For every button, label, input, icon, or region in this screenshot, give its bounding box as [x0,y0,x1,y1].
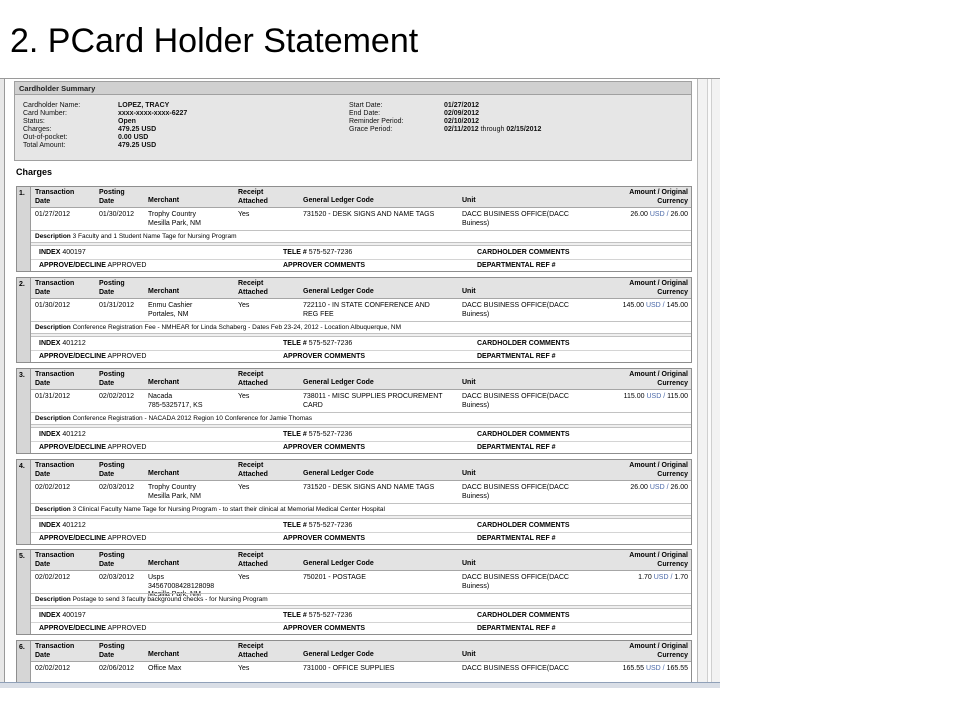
approve-decline-field: APPROVE/DECLINE APPROVED [39,625,147,632]
transaction-date: 01/27/2012 [35,211,71,218]
header-receipt-attached: Receipt Attached [238,371,268,387]
header-gl-code: General Ledger Code [303,651,374,658]
header-merchant: Merchant [148,379,180,386]
charge-entry [16,277,692,363]
header-posting-date: Posting Date [99,462,125,478]
row-separator [31,515,691,519]
approve-decline-field: APPROVE/DECLINE APPROVED [39,353,147,360]
receipt-attached: Yes [238,393,250,400]
header-receipt-attached: Receipt Attached [238,189,268,205]
transaction-date: 02/02/2012 [35,665,71,672]
unit: DACC BUSINESS OFFICE(DACC Buiness) [462,393,569,409]
merchant: Nacada 785-5325717, KS [148,393,203,409]
charges-title: Charges [16,167,53,177]
tele-field: TELE # 575-527-7236 [283,522,353,529]
summary-heading: Cardholder Summary [15,82,691,95]
index-field: INDEX 401212 [39,340,86,347]
cardholder-comments-label: CARDHOLDER COMMENTS [477,249,570,256]
posting-date: 02/06/2012 [99,665,135,672]
header-receipt-attached: Receipt Attached [238,462,268,478]
scrollbar[interactable] [697,79,720,688]
tele-field: TELE # 575-527-7236 [283,612,353,619]
window-left-edge [0,79,5,688]
posting-date: 01/30/2012 [99,211,135,218]
departmental-ref-label: DEPARTMENTAL REF # [477,262,556,269]
header-transaction-date: Transaction Date [35,462,75,478]
gl-code: 750201 - POSTAGE [303,574,366,581]
index-field: INDEX 401212 [39,522,86,529]
merchant: Trophy Country Mesilla Park, NM [148,211,201,227]
header-posting-date: Posting Date [99,371,125,387]
header-transaction-date: Transaction Date [35,552,75,568]
unit: DACC BUSINESS OFFICE(DACC Buiness) [462,302,569,318]
approver-comments-label: APPROVER COMMENTS [283,353,366,360]
approve-decline-field: APPROVE/DECLINE APPROVED [39,535,147,542]
amount: 145.00 USD / 145.00 [622,302,688,309]
departmental-ref-label: DEPARTMENTAL REF # [477,535,556,542]
header-gl-code: General Ledger Code [303,470,374,477]
gl-code: 731000 - OFFICE SUPPLIES [303,665,395,672]
receipt-attached: Yes [238,302,250,309]
cardholder-comments-label: CARDHOLDER COMMENTS [477,522,570,529]
charge-entry [16,186,692,272]
charge-number: 6. [17,641,31,688]
transaction-date: 02/02/2012 [35,484,71,491]
charge-header-row [31,278,691,299]
header-posting-date: Posting Date [99,552,125,568]
tele-field: TELE # 575-527-7236 [283,249,353,256]
cardholder-comments-label: CARDHOLDER COMMENTS [477,431,570,438]
amount: 115.00 USD / 115.00 [623,393,688,400]
header-gl-code: General Ledger Code [303,560,374,567]
charge-description: Description 3 Faculty and 1 Student Name Tage for Nursing Program [31,230,691,242]
header-transaction-date: Transaction Date [35,371,75,387]
amount: 26.00 USD / 26.00 [630,484,688,491]
merchant: Enmu Cashier Portales, NM [148,302,193,318]
unit: DACC BUSINESS OFFICE(DACC [462,665,569,672]
approver-comments-label: APPROVER COMMENTS [283,625,366,632]
receipt-attached: Yes [238,574,250,581]
amount: 165.55 USD / 165.55 [622,665,688,672]
charge-entry [16,459,692,545]
unit: DACC BUSINESS OFFICE(DACC Buiness) [462,574,569,590]
amount: 26.00 USD / 26.00 [630,211,688,218]
slide-title: 2. PCard Holder Statement [10,22,419,60]
departmental-ref-label: DEPARTMENTAL REF # [477,625,556,632]
charge-entry [16,549,692,635]
departmental-ref-label: DEPARTMENTAL REF # [477,444,556,451]
cardholder-summary [14,81,692,161]
unit: DACC BUSINESS OFFICE(DACC Buiness) [462,484,569,500]
row-separator [31,424,691,428]
charge-number: 1. [17,187,31,271]
summary-end-date: End Date: 02/09/2012 [349,110,480,117]
header-unit: Unit [462,379,476,386]
transaction-date: 02/02/2012 [35,574,71,581]
tele-field: TELE # 575-527-7236 [283,431,353,438]
charge-number: 5. [17,550,31,634]
approve-decline-field: APPROVE/DECLINE APPROVED [39,444,147,451]
header-unit: Unit [462,560,476,567]
approver-comments-label: APPROVER COMMENTS [283,444,366,451]
gl-code: 731520 - DESK SIGNS AND NAME TAGS [303,211,435,218]
row-separator [31,605,691,609]
summary-total-amount: Total Amount: 479.25 USD [23,142,157,149]
header-gl-code: General Ledger Code [303,197,374,204]
window-bottom-bar [0,682,720,688]
charge-header-row [31,187,691,208]
header-merchant: Merchant [148,560,180,567]
summary-charges: Charges: 479.25 USD [23,126,157,133]
statement-screenshot [0,78,720,688]
posting-date: 02/02/2012 [99,393,135,400]
charge-description: Description Conference Registration Fee - NMHEAR for Linda Schaberg - Dates Feb 23-24, 2012 - Location Albuquerque, NM [31,321,691,333]
header-gl-code: General Ledger Code [303,379,374,386]
cardholder-comments-label: CARDHOLDER COMMENTS [477,340,570,347]
header-merchant: Merchant [148,197,180,204]
charge-number: 4. [17,460,31,544]
summary-reminder-period: Reminder Period: 02/10/2012 [349,118,480,125]
charge-header-row [31,460,691,481]
header-amount: Amount / Original Currency [629,189,688,205]
header-merchant: Merchant [148,288,180,295]
header-posting-date: Posting Date [99,280,125,296]
receipt-attached: Yes [238,484,250,491]
header-amount: Amount / Original Currency [629,552,688,568]
header-gl-code: General Ledger Code [303,288,374,295]
charge-entry [16,368,692,454]
tele-field: TELE # 575-527-7236 [283,340,353,347]
summary-out-of-pocket: Out-of-pocket: 0.00 USD [23,134,149,141]
row-separator [31,242,691,246]
header-unit: Unit [462,651,476,658]
header-posting-date: Posting Date [99,643,125,659]
header-unit: Unit [462,470,476,477]
summary-cardholder-name: Cardholder Name: LOPEZ, TRACY [23,102,170,109]
approve-decline-field: APPROVE/DECLINE APPROVED [39,262,147,269]
cardholder-comments-label: CARDHOLDER COMMENTS [477,612,570,619]
header-amount: Amount / Original Currency [629,643,688,659]
header-transaction-date: Transaction Date [35,280,75,296]
posting-date: 01/31/2012 [99,302,135,309]
summary-grace-period: Grace Period: 02/11/2012 through 02/15/2012 [349,126,542,133]
unit: DACC BUSINESS OFFICE(DACC Buiness) [462,211,569,227]
row-separator [31,333,691,337]
header-merchant: Merchant [148,470,180,477]
posting-date: 02/03/2012 [99,484,135,491]
charge-header-row [31,369,691,390]
approver-comments-label: APPROVER COMMENTS [283,262,366,269]
transaction-date: 01/31/2012 [35,393,71,400]
charge-header-row [31,550,691,571]
charge-entry [16,640,692,688]
amount: 1.70 USD / 1.70 [638,574,688,581]
charge-description: Description Postage to send 3 faculty background checks - for Nursing Program [31,593,691,605]
header-transaction-date: Transaction Date [35,189,75,205]
header-transaction-date: Transaction Date [35,643,75,659]
departmental-ref-label: DEPARTMENTAL REF # [477,353,556,360]
posting-date: 02/03/2012 [99,574,135,581]
header-amount: Amount / Original Currency [629,280,688,296]
gl-code: 738011 - MISC SUPPLIES PROCUREMENT CARD [303,393,443,409]
summary-status: Status: Open [23,118,136,125]
receipt-attached: Yes [238,211,250,218]
merchant: Trophy Country Mesilla Park, NM [148,484,201,500]
transaction-date: 01/30/2012 [35,302,71,309]
header-receipt-attached: Receipt Attached [238,643,268,659]
header-posting-date: Posting Date [99,189,125,205]
merchant: Usps 34567008428128098 Mesilla Park, NM [148,574,215,598]
merchant: Office Max [148,665,182,672]
summary-start-date: Start Date: 01/27/2012 [349,102,480,109]
header-unit: Unit [462,288,476,295]
header-receipt-attached: Receipt Attached [238,280,268,296]
header-receipt-attached: Receipt Attached [238,552,268,568]
header-amount: Amount / Original Currency [629,371,688,387]
header-merchant: Merchant [148,651,180,658]
header-unit: Unit [462,197,476,204]
charge-number: 2. [17,278,31,362]
charge-description: Description 3 Clinical Faculty Name Tage for Nursing Program - to start their clinical at Memorial Medical Center Hospital [31,503,691,515]
gl-code: 722110 - IN STATE CONFERENCE AND REG FEE [303,302,430,318]
receipt-attached: Yes [238,665,250,672]
index-field: INDEX 401212 [39,431,86,438]
gl-code: 731520 - DESK SIGNS AND NAME TAGS [303,484,435,491]
index-field: INDEX 400197 [39,249,86,256]
approver-comments-label: APPROVER COMMENTS [283,535,366,542]
summary-card-number: Card Number: xxxx-xxxx-xxxx-6227 [23,110,188,117]
charge-header-row [31,641,691,662]
charge-description: Description Conference Registration - NACADA 2012 Region 10 Conference for Jamie Thomas [31,412,691,424]
header-amount: Amount / Original Currency [629,462,688,478]
index-field: INDEX 400197 [39,612,86,619]
charge-number: 3. [17,369,31,453]
